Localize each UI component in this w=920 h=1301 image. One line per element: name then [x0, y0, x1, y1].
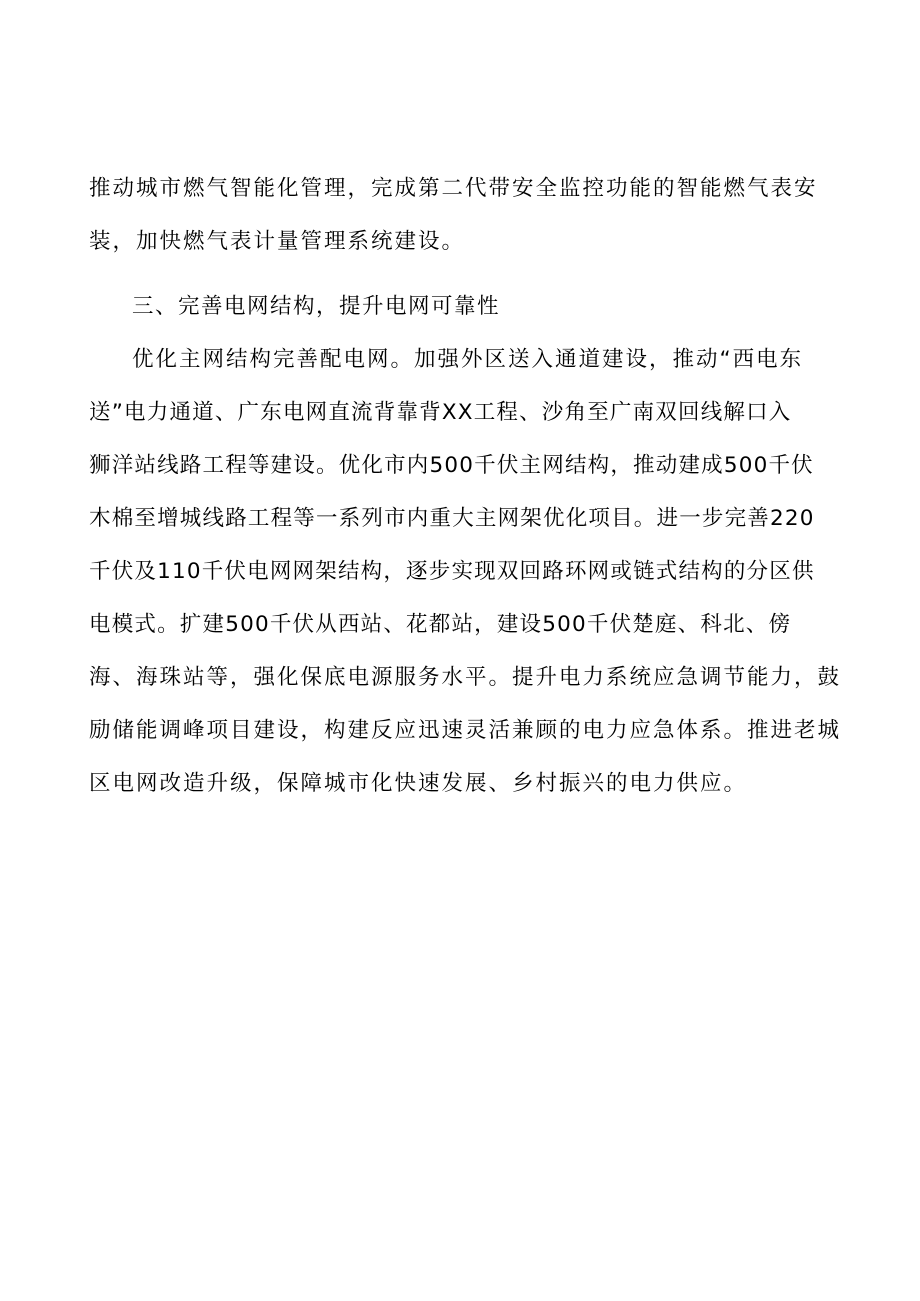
paragraph-line: 海、海珠站等，强化保底电源服务水平。提升电力系统应急调节能力，鼓 [89, 665, 842, 690]
paragraph-line: 电模式。扩建500千伏从西站、花都站，建设500千伏楚庭、科北、傍 [89, 612, 792, 637]
paragraph-line: 优化主网结构完善配电网。加强外区送入通道建设，推动“西电东 [132, 347, 804, 372]
paragraph-line: 狮洋站线路工程等建设。优化市内500千伏主网结构，推动建成500千伏 [89, 453, 814, 478]
paragraph-line: 励储能调峰项目建设，构建反应迅速灵活兼顾的电力应急体系。推进老城 [89, 718, 842, 743]
paragraph-line: 千伏及110千伏电网网架结构，逐步实现双回路环网或链式结构的分区供 [89, 559, 815, 584]
paragraph-line: 装，加快燃气表计量管理系统建设。 [89, 229, 466, 254]
section-heading: 三、完善电网结构，提升电网可靠性 [132, 294, 501, 319]
paragraph-line: 木棉至增城线路工程等一系列市内重大主网架优化项目。进一步完善220 [89, 506, 815, 531]
paragraph-line: 区电网改造升级，保障城市化快速发展、乡村振兴的电力供应。 [89, 771, 748, 796]
paragraph-line: 推动城市燃气智能化管理，完成第二代带安全监控功能的智能燃气表安 [89, 176, 818, 201]
paragraph-power-grid [89, 333, 849, 810]
paragraph-gas-management [89, 162, 849, 268]
paragraph-line: 送”电力通道、广东电网直流背靠背XX工程、沙角至广南双回线解口入 [89, 400, 792, 425]
